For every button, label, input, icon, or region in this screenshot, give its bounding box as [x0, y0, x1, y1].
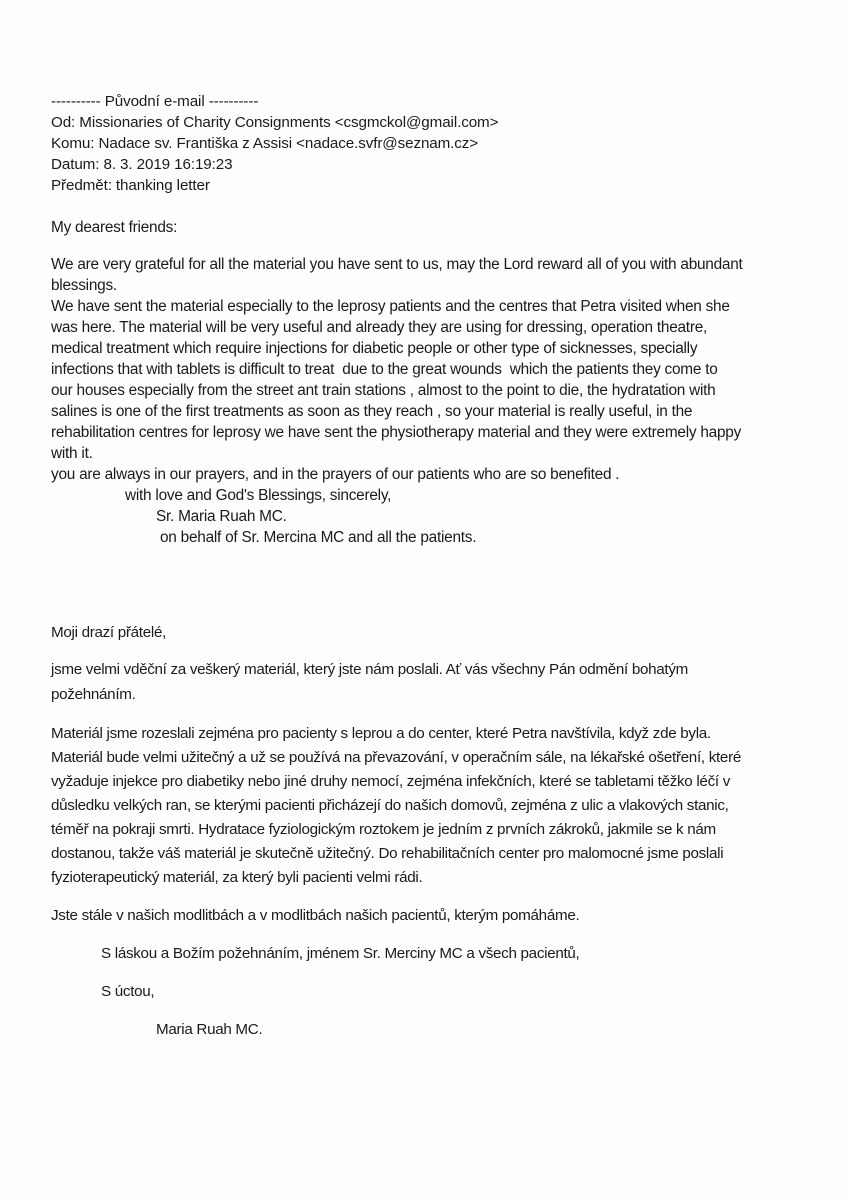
czech-paragraph-2-line: Materiál bude velmi užitečný a už se používá na převazování, v operačním sále, na lékařské ošetření, které [51, 749, 741, 766]
czech-closing: S láskou a Božím požehnáním, jménem Sr. Merciny MC a všech pacientů, [101, 945, 580, 962]
email-date: Datum: 8. 3. 2019 16:19:23 [51, 156, 233, 173]
english-body-line: infections that with tablets is difficult to treat due to the great wounds which the patients they come to [51, 361, 718, 378]
english-body-line: We have sent the material especially to the leprosy patients and the centres that Petra visited when she [51, 298, 730, 315]
english-body-line: blessings. [51, 277, 117, 294]
english-body-line: was here. The material will be very useful and already they are using for dressing, operation theatre, [51, 319, 708, 336]
czech-paragraph-2-line: Materiál jsme rozeslali zejména pro pacienty s leprou a do center, které Petra navštívila, když zde byla. [51, 725, 711, 742]
original-email-separator: ---------- Původní e-mail ---------- [51, 93, 259, 110]
english-body-line: rehabilitation centres for leprosy we have sent the physiotherapy material and they were extremely happy [51, 424, 742, 441]
czech-paragraph-2-line: vyžaduje injekce pro diabetiky nebo jiné druhy nemocí, zejména infekčních, které se tabletami těžko léčí v [51, 773, 731, 790]
english-body-line: our houses especially from the street ant train stations , almost to the point to die, the hydratation with [51, 382, 716, 399]
czech-paragraph-2-line: téměř na pokraji smrti. Hydratace fyziologickým roztokem je jedním z prvních zákroků, jakmile se k nám [51, 821, 716, 838]
czech-paragraph-1-line: požehnáním. [51, 686, 136, 703]
czech-paragraph-2-line: dostanou, takže váš materiál je skutečně užitečný. Do rehabilitačních center pro malomocné jsme poslali [51, 845, 724, 862]
english-body-line: We are very grateful for all the material you have sent to us, may the Lord reward all of you with abundant [51, 256, 743, 273]
english-body-line: salines is one of the first treatments as soon as they reach , so your material is really useful, in the [51, 403, 693, 420]
english-greeting: My dearest friends: [51, 219, 178, 236]
email-to: Komu: Nadace sv. Františka z Assisi <nadace.svfr@seznam.cz> [51, 135, 479, 152]
czech-paragraph-1-line: jsme velmi vděční za veškerý materiál, který jste nám poslali. Ať vás všechny Pán odmění bohatým [51, 661, 688, 678]
english-body-line: you are always in our prayers, and in the prayers of our patients who are so benefited . [51, 466, 620, 483]
english-on-behalf: on behalf of Sr. Mercina MC and all the patients. [160, 529, 477, 546]
czech-greeting: Moji drazí přátelé, [51, 624, 167, 641]
czech-signature: Maria Ruah MC. [156, 1021, 263, 1038]
english-signature: Sr. Maria Ruah MC. [156, 508, 287, 525]
czech-paragraph-2-line: důsledku velkých ran, se kterými pacienti přicházejí do našich domovů, zejména z ulic a vlakových stanic, [51, 797, 729, 814]
czech-paragraph-3: Jste stále v našich modlitbách a v modlitbách našich pacientů, kterým pomáháme. [51, 907, 580, 924]
email-from: Od: Missionaries of Charity Consignments <csgmckol@gmail.com> [51, 114, 499, 131]
czech-regards: S úctou, [101, 983, 155, 1000]
czech-paragraph-2-line: fyzioterapeutický materiál, za který byli pacienti velmi rádi. [51, 869, 423, 886]
english-closing: with love and God's Blessings, sincerely, [125, 487, 392, 504]
english-body-line: with it. [51, 445, 93, 462]
email-subject: Předmět: thanking letter [51, 177, 210, 194]
english-body-line: medical treatment which require injections for diabetic people or other type of sicknesses, specially [51, 340, 698, 357]
